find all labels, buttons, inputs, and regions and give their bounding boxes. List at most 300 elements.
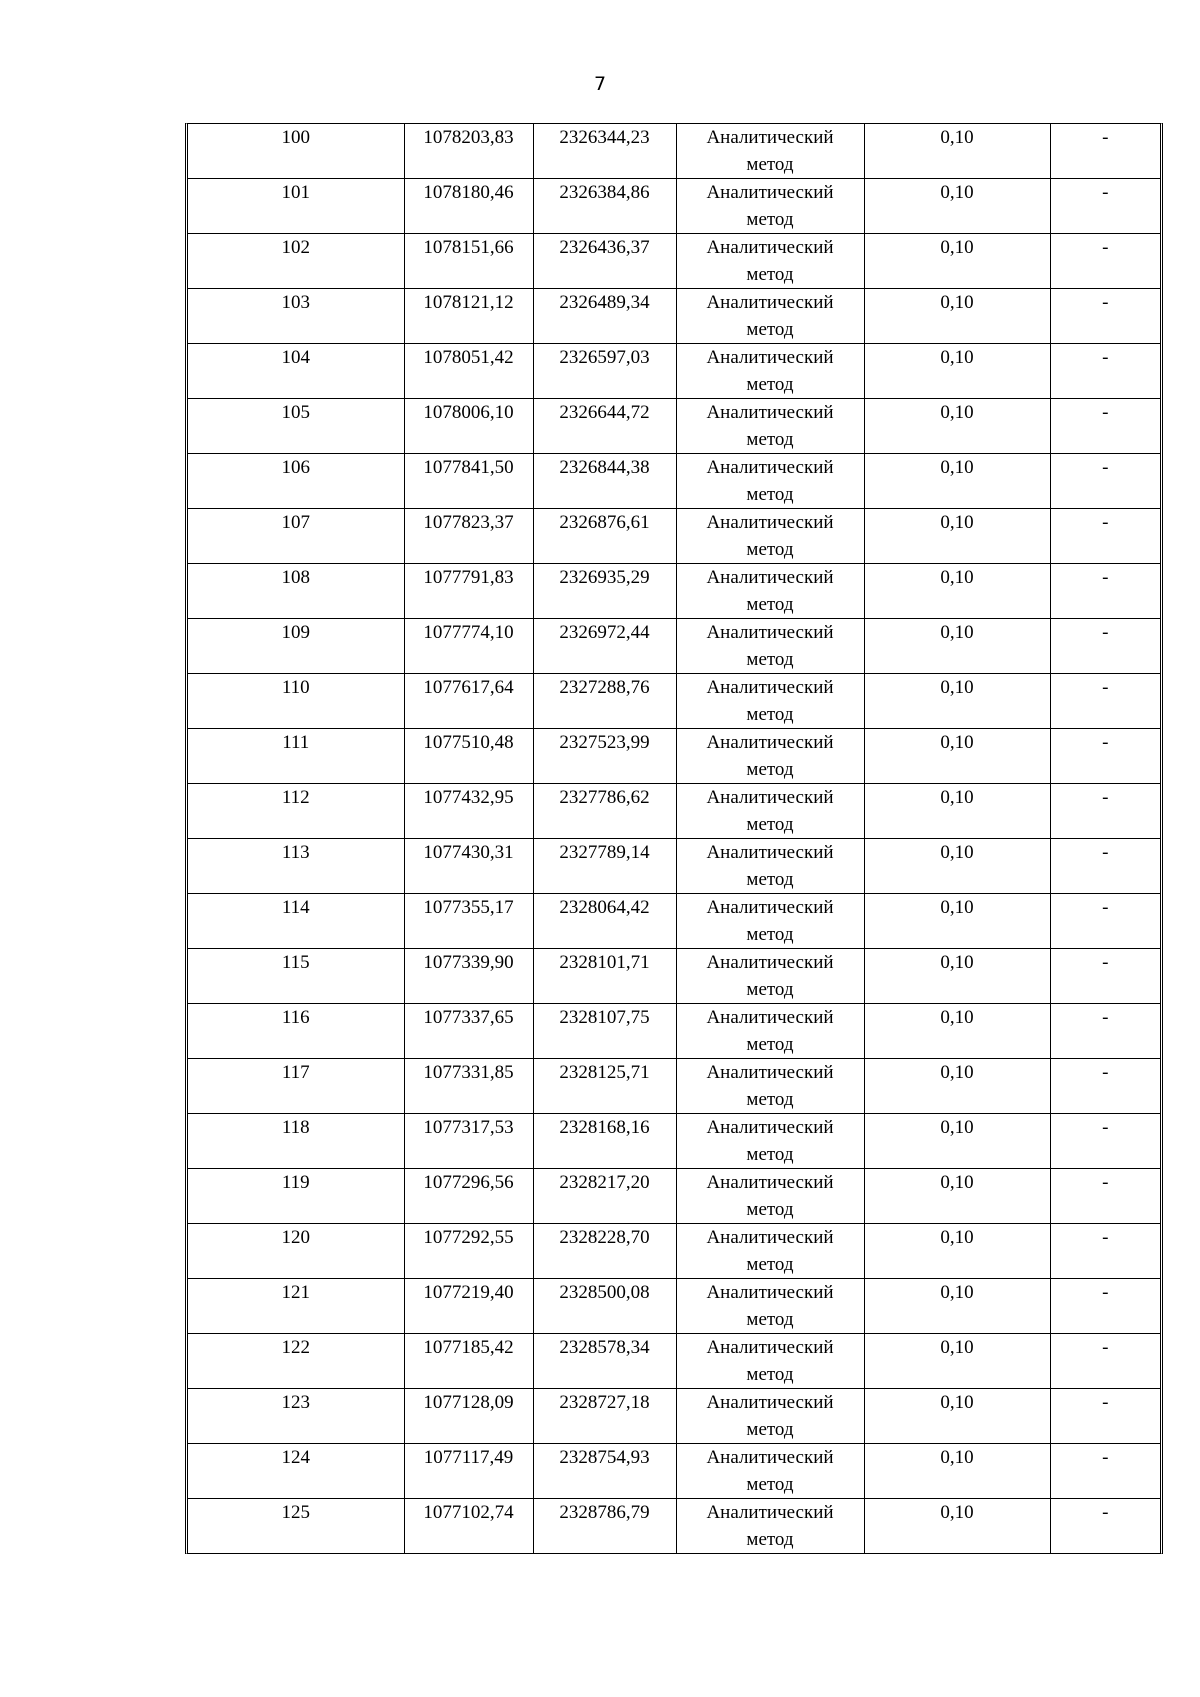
method-text-line2: метод: [746, 649, 794, 670]
method-text-line2: метод: [746, 1199, 794, 1220]
point-number-cell: [188, 1499, 404, 1554]
method-cell: [676, 179, 864, 234]
y-coordinate-text: 2328727,18: [559, 1392, 650, 1413]
x-coordinate-text: 1077617,64: [423, 677, 514, 698]
accuracy-text: 0,10: [940, 292, 974, 313]
accuracy-text: 0,10: [940, 127, 974, 148]
point-number-text: 107: [281, 512, 310, 533]
description-text: -: [1102, 237, 1109, 258]
table-row: [188, 1224, 1160, 1279]
method-text-line2: метод: [746, 429, 794, 450]
method-cell: [676, 1224, 864, 1279]
method-text-line2: метод: [746, 979, 794, 1000]
x-coordinate-cell: [404, 1059, 533, 1114]
y-coordinate-text: 2326876,61: [559, 512, 650, 533]
method-text-line2: метод: [746, 704, 794, 725]
method-text-line1: Аналитический: [706, 347, 834, 368]
accuracy-cell: [864, 344, 1050, 399]
method-text-line1: Аналитический: [706, 677, 834, 698]
x-coordinate-cell: [404, 234, 533, 289]
method-text-line2: метод: [746, 319, 794, 340]
y-coordinate-cell: [533, 1334, 676, 1389]
table-row: [188, 1004, 1160, 1059]
description-cell: [1050, 564, 1160, 619]
description-text: -: [1102, 1447, 1109, 1468]
accuracy-text: 0,10: [940, 1392, 974, 1413]
description-cell: [1050, 344, 1160, 399]
y-coordinate-text: 2328107,75: [559, 1007, 650, 1028]
accuracy-text: 0,10: [940, 1172, 974, 1193]
description-text: -: [1102, 182, 1109, 203]
description-cell: [1050, 454, 1160, 509]
x-coordinate-cell: [404, 1499, 533, 1554]
accuracy-cell: [864, 1389, 1050, 1444]
method-cell: [676, 509, 864, 564]
accuracy-text: 0,10: [940, 237, 974, 258]
x-coordinate-cell: [404, 674, 533, 729]
table-row: [188, 1389, 1160, 1444]
description-cell: [1050, 894, 1160, 949]
description-cell: [1050, 729, 1160, 784]
point-number-text: 120: [281, 1227, 310, 1248]
x-coordinate-cell: [404, 784, 533, 839]
y-coordinate-cell: [533, 399, 676, 454]
y-coordinate-text: 2326972,44: [559, 622, 650, 643]
description-cell: [1050, 1059, 1160, 1114]
table-row: [188, 784, 1160, 839]
y-coordinate-text: 2328168,16: [559, 1117, 650, 1138]
method-text-line1: Аналитический: [706, 732, 834, 753]
table-row: [188, 454, 1160, 509]
x-coordinate-cell: [404, 894, 533, 949]
description-cell: [1050, 1334, 1160, 1389]
accuracy-cell: [864, 1444, 1050, 1499]
x-coordinate-text: 1077774,10: [423, 622, 514, 643]
x-coordinate-cell: [404, 509, 533, 564]
point-number-cell: [188, 1114, 404, 1169]
table-row: [188, 179, 1160, 234]
table-row: [188, 1444, 1160, 1499]
x-coordinate-cell: [404, 1224, 533, 1279]
accuracy-cell: [864, 1224, 1050, 1279]
point-number-cell: [188, 1004, 404, 1059]
accuracy-cell: [864, 894, 1050, 949]
method-cell: [676, 399, 864, 454]
method-text-line1: Аналитический: [706, 1007, 834, 1028]
y-coordinate-text: 2327523,99: [559, 732, 650, 753]
accuracy-cell: [864, 1334, 1050, 1389]
method-cell: [676, 234, 864, 289]
y-coordinate-text: 2328578,34: [559, 1337, 650, 1358]
description-text: -: [1102, 897, 1109, 918]
description-text: -: [1102, 622, 1109, 643]
description-cell: [1050, 839, 1160, 894]
table-row: [188, 894, 1160, 949]
method-cell: [676, 124, 864, 179]
y-coordinate-text: 2326644,72: [559, 402, 650, 423]
point-number-cell: [188, 454, 404, 509]
point-number-text: 111: [282, 732, 310, 753]
point-number-cell: [188, 399, 404, 454]
x-coordinate-cell: [404, 839, 533, 894]
description-cell: [1050, 1114, 1160, 1169]
point-number-cell: [188, 289, 404, 344]
description-text: -: [1102, 952, 1109, 973]
accuracy-cell: [864, 949, 1050, 1004]
y-coordinate-text: 2326935,29: [559, 567, 650, 588]
method-cell: [676, 564, 864, 619]
accuracy-text: 0,10: [940, 567, 974, 588]
accuracy-text: 0,10: [940, 402, 974, 423]
y-coordinate-cell: [533, 564, 676, 619]
accuracy-text: 0,10: [940, 512, 974, 533]
x-coordinate-text: 1077117,49: [423, 1447, 514, 1468]
point-number-cell: [188, 344, 404, 399]
x-coordinate-cell: [404, 564, 533, 619]
method-text-line1: Аналитический: [706, 1117, 834, 1138]
point-number-cell: [188, 1389, 404, 1444]
method-cell: [676, 839, 864, 894]
accuracy-text: 0,10: [940, 457, 974, 478]
point-number-text: 125: [281, 1502, 310, 1523]
table-row: [188, 509, 1160, 564]
description-text: -: [1102, 842, 1109, 863]
point-number-text: 123: [281, 1392, 310, 1413]
point-number-cell: [188, 674, 404, 729]
table-row: [188, 1279, 1160, 1334]
table-body: [188, 124, 1160, 1553]
point-number-cell: [188, 839, 404, 894]
description-cell: [1050, 1279, 1160, 1334]
description-text: -: [1102, 127, 1109, 148]
description-cell: [1050, 784, 1160, 839]
y-coordinate-text: 2326597,03: [559, 347, 650, 368]
accuracy-cell: [864, 1059, 1050, 1114]
method-text-line1: Аналитический: [706, 1172, 834, 1193]
accuracy-text: 0,10: [940, 1227, 974, 1248]
method-text-line1: Аналитический: [706, 842, 834, 863]
x-coordinate-cell: [404, 1279, 533, 1334]
table-row: [188, 839, 1160, 894]
method-text-line2: метод: [746, 1474, 794, 1495]
point-number-text: 103: [281, 292, 310, 313]
accuracy-cell: [864, 1169, 1050, 1224]
x-coordinate-text: 1077510,48: [423, 732, 514, 753]
description-text: -: [1102, 1502, 1109, 1523]
method-text-line2: метод: [746, 594, 794, 615]
method-text-line1: Аналитический: [706, 952, 834, 973]
y-coordinate-cell: [533, 784, 676, 839]
method-text-line1: Аналитический: [706, 457, 834, 478]
y-coordinate-cell: [533, 454, 676, 509]
description-cell: [1050, 949, 1160, 1004]
accuracy-cell: [864, 1114, 1050, 1169]
method-text-line1: Аналитический: [706, 1227, 834, 1248]
y-coordinate-text: 2326344,23: [559, 127, 650, 148]
x-coordinate-text: 1077185,42: [423, 1337, 514, 1358]
method-text-line1: Аналитический: [706, 567, 834, 588]
point-number-text: 106: [281, 457, 310, 478]
table-row: [188, 234, 1160, 289]
y-coordinate-cell: [533, 1114, 676, 1169]
x-coordinate-cell: [404, 1334, 533, 1389]
method-cell: [676, 894, 864, 949]
y-coordinate-text: 2328064,42: [559, 897, 650, 918]
accuracy-text: 0,10: [940, 622, 974, 643]
accuracy-text: 0,10: [940, 1117, 974, 1138]
accuracy-cell: [864, 289, 1050, 344]
description-cell: [1050, 619, 1160, 674]
x-coordinate-text: 1078180,46: [423, 182, 514, 203]
method-text-line2: метод: [746, 154, 794, 175]
method-text-line2: метод: [746, 209, 794, 230]
y-coordinate-text: 2327786,62: [559, 787, 650, 808]
description-text: -: [1102, 457, 1109, 478]
x-coordinate-cell: [404, 1004, 533, 1059]
accuracy-text: 0,10: [940, 182, 974, 203]
point-number-cell: [188, 179, 404, 234]
table-row: [188, 1059, 1160, 1114]
y-coordinate-text: 2328754,93: [559, 1447, 650, 1468]
accuracy-text: 0,10: [940, 842, 974, 863]
method-text-line1: Аналитический: [706, 1282, 834, 1303]
accuracy-text: 0,10: [940, 347, 974, 368]
method-text-line2: метод: [746, 1034, 794, 1055]
x-coordinate-cell: [404, 619, 533, 674]
description-text: -: [1102, 677, 1109, 698]
y-coordinate-cell: [533, 1499, 676, 1554]
method-text-line2: метод: [746, 539, 794, 560]
accuracy-cell: [864, 509, 1050, 564]
table-row: [188, 399, 1160, 454]
y-coordinate-text: 2326489,34: [559, 292, 650, 313]
description-cell: [1050, 1389, 1160, 1444]
accuracy-cell: [864, 674, 1050, 729]
y-coordinate-cell: [533, 894, 676, 949]
point-number-text: 102: [281, 237, 310, 258]
method-cell: [676, 289, 864, 344]
point-number-text: 101: [281, 182, 310, 203]
accuracy-cell: [864, 839, 1050, 894]
description-cell: [1050, 124, 1160, 179]
x-coordinate-text: 1078203,83: [423, 127, 514, 148]
description-text: -: [1102, 732, 1109, 753]
method-cell: [676, 729, 864, 784]
y-coordinate-text: 2327288,76: [559, 677, 650, 698]
table-row: [188, 1499, 1160, 1554]
method-cell: [676, 674, 864, 729]
method-text-line2: метод: [746, 484, 794, 505]
table-row: [188, 619, 1160, 674]
coordinates-table-frame: [185, 123, 1163, 1554]
x-coordinate-text: 1077219,40: [423, 1282, 514, 1303]
y-coordinate-text: 2328125,71: [559, 1062, 650, 1083]
table-row: [188, 124, 1160, 179]
point-number-text: 109: [281, 622, 310, 643]
y-coordinate-text: 2326436,37: [559, 237, 650, 258]
description-text: -: [1102, 1172, 1109, 1193]
method-text-line2: метод: [746, 1089, 794, 1110]
y-coordinate-cell: [533, 344, 676, 399]
description-cell: [1050, 234, 1160, 289]
description-cell: [1050, 1169, 1160, 1224]
y-coordinate-text: 2328786,79: [559, 1502, 650, 1523]
method-text-line1: Аналитический: [706, 1337, 834, 1358]
point-number-text: 110: [281, 677, 310, 698]
point-number-cell: [188, 949, 404, 1004]
method-cell: [676, 784, 864, 839]
y-coordinate-cell: [533, 1004, 676, 1059]
description-text: -: [1102, 512, 1109, 533]
point-number-text: 104: [281, 347, 310, 368]
point-number-text: 116: [281, 1007, 310, 1028]
x-coordinate-cell: [404, 729, 533, 784]
y-coordinate-cell: [533, 1169, 676, 1224]
method-text-line1: Аналитический: [706, 1447, 834, 1468]
description-text: -: [1102, 1282, 1109, 1303]
point-number-text: 108: [281, 567, 310, 588]
x-coordinate-text: 1077102,74: [423, 1502, 514, 1523]
description-text: -: [1102, 567, 1109, 588]
method-cell: [676, 1444, 864, 1499]
y-coordinate-text: 2327789,14: [559, 842, 650, 863]
x-coordinate-cell: [404, 1444, 533, 1499]
accuracy-text: 0,10: [940, 897, 974, 918]
method-text-line1: Аналитический: [706, 1062, 834, 1083]
method-cell: [676, 1499, 864, 1554]
method-text-line1: Аналитический: [706, 237, 834, 258]
x-coordinate-cell: [404, 399, 533, 454]
x-coordinate-cell: [404, 454, 533, 509]
point-number-cell: [188, 894, 404, 949]
method-text-line2: метод: [746, 924, 794, 945]
method-text-line1: Аналитический: [706, 402, 834, 423]
point-number-text: 117: [281, 1062, 310, 1083]
y-coordinate-cell: [533, 949, 676, 1004]
point-number-cell: [188, 1279, 404, 1334]
description-cell: [1050, 674, 1160, 729]
point-number-text: 118: [281, 1117, 310, 1138]
method-text-line2: метод: [746, 1144, 794, 1165]
description-cell: [1050, 1499, 1160, 1554]
y-coordinate-cell: [533, 1389, 676, 1444]
description-text: -: [1102, 1062, 1109, 1083]
accuracy-text: 0,10: [940, 1337, 974, 1358]
y-coordinate-cell: [533, 839, 676, 894]
x-coordinate-cell: [404, 124, 533, 179]
accuracy-cell: [864, 1499, 1050, 1554]
method-cell: [676, 1169, 864, 1224]
method-cell: [676, 1004, 864, 1059]
point-number-cell: [188, 234, 404, 289]
y-coordinate-text: 2326384,86: [559, 182, 650, 203]
accuracy-cell: [864, 399, 1050, 454]
description-text: -: [1102, 402, 1109, 423]
accuracy-text: 0,10: [940, 787, 974, 808]
point-number-text: 122: [281, 1337, 310, 1358]
method-text-line1: Аналитический: [706, 787, 834, 808]
accuracy-cell: [864, 1004, 1050, 1059]
y-coordinate-text: 2328228,70: [559, 1227, 650, 1248]
y-coordinate-text: 2328500,08: [559, 1282, 650, 1303]
accuracy-cell: [864, 234, 1050, 289]
x-coordinate-cell: [404, 344, 533, 399]
y-coordinate-cell: [533, 179, 676, 234]
table-row: [188, 1114, 1160, 1169]
method-text-line2: метод: [746, 759, 794, 780]
y-coordinate-cell: [533, 729, 676, 784]
accuracy-text: 0,10: [940, 1502, 974, 1523]
method-cell: [676, 344, 864, 399]
table-row: [188, 564, 1160, 619]
accuracy-cell: [864, 124, 1050, 179]
x-coordinate-text: 1077430,31: [423, 842, 514, 863]
method-text-line2: метод: [746, 374, 794, 395]
point-number-text: 114: [281, 897, 310, 918]
description-cell: [1050, 1444, 1160, 1499]
table-row: [188, 949, 1160, 1004]
point-number-cell: [188, 784, 404, 839]
point-number-text: 105: [281, 402, 310, 423]
description-text: -: [1102, 1392, 1109, 1413]
method-text-line1: Аналитический: [706, 1502, 834, 1523]
method-text-line1: Аналитический: [706, 622, 834, 643]
method-text-line1: Аналитический: [706, 182, 834, 203]
x-coordinate-text: 1077355,17: [423, 897, 514, 918]
x-coordinate-cell: [404, 949, 533, 1004]
method-text-line1: Аналитический: [706, 1392, 834, 1413]
table-row: [188, 344, 1160, 399]
method-cell: [676, 1059, 864, 1114]
point-number-cell: [188, 1169, 404, 1224]
x-coordinate-text: 1077317,53: [423, 1117, 514, 1138]
point-number-text: 100: [281, 127, 310, 148]
y-coordinate-cell: [533, 509, 676, 564]
y-coordinate-cell: [533, 1444, 676, 1499]
point-number-cell: [188, 509, 404, 564]
method-cell: [676, 949, 864, 1004]
x-coordinate-text: 1077331,85: [423, 1062, 514, 1083]
x-coordinate-text: 1078121,12: [423, 292, 514, 313]
accuracy-cell: [864, 454, 1050, 509]
x-coordinate-text: 1078006,10: [423, 402, 514, 423]
point-number-text: 124: [281, 1447, 310, 1468]
description-cell: [1050, 399, 1160, 454]
accuracy-cell: [864, 179, 1050, 234]
description-cell: [1050, 1004, 1160, 1059]
point-number-cell: [188, 1059, 404, 1114]
table-row: [188, 1334, 1160, 1389]
method-text-line2: метод: [746, 1364, 794, 1385]
y-coordinate-cell: [533, 124, 676, 179]
accuracy-text: 0,10: [940, 952, 974, 973]
accuracy-text: 0,10: [940, 1062, 974, 1083]
method-text-line1: Аналитический: [706, 897, 834, 918]
method-text-line1: Аналитический: [706, 292, 834, 313]
x-coordinate-cell: [404, 1114, 533, 1169]
method-cell: [676, 1279, 864, 1334]
method-text-line2: метод: [746, 1419, 794, 1440]
method-text-line2: метод: [746, 264, 794, 285]
x-coordinate-text: 1077296,56: [423, 1172, 514, 1193]
point-number-cell: [188, 124, 404, 179]
description-text: -: [1102, 787, 1109, 808]
y-coordinate-cell: [533, 234, 676, 289]
x-coordinate-text: 1077128,09: [423, 1392, 514, 1413]
y-coordinate-cell: [533, 1279, 676, 1334]
point-number-text: 121: [281, 1282, 310, 1303]
x-coordinate-cell: [404, 1169, 533, 1224]
